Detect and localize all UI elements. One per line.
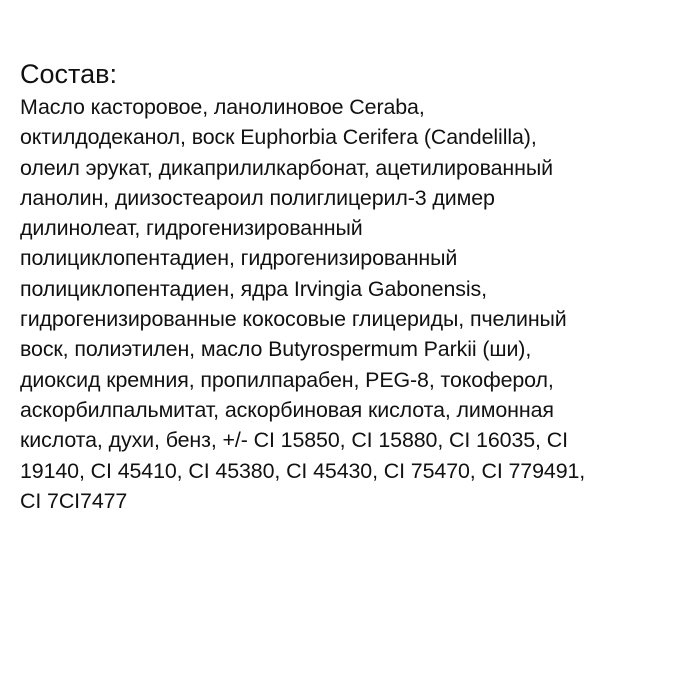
ingredients-line: диоксид кремния, пропилпарабен, PEG-8, токоферол, <box>20 367 554 392</box>
ingredients-line: дилинолеат, гидрогенизированный <box>20 216 363 241</box>
ingredients-line: олеил эрукат, дикаприлилкарбонат, ацетилированный <box>20 155 553 180</box>
ingredients-line: ланолин, диизостеароил полиглицерил-3 димер <box>20 185 495 210</box>
ingredients-document <box>20 58 688 516</box>
ingredients-line: октилдодеканол, воск Euphorbia Cerifera (Candelilla), <box>20 125 537 150</box>
ingredients-line: воск, полиэтилен, масло Butyrospermum Parkii (ши), <box>20 337 532 362</box>
ingredients-line: CI 7CI7477 <box>20 488 128 513</box>
ingredients-line: 19140, CI 45410, CI 45380, CI 45430, CI 75470, CI 779491, <box>20 458 586 483</box>
ingredients-line: Масло касторовое, ланолиновое Ceraba, <box>20 95 425 119</box>
ingredients-heading: Состав: <box>20 59 117 89</box>
ingredients-line: полициклопентадиен, гидрогенизированный <box>20 246 458 271</box>
ingredients-line: аскорбилпальмитат, аскорбиновая кислота, лимонная <box>20 397 554 422</box>
ingredients-line: полициклопентадиен, ядра Irvingia Gabonensis, <box>20 276 487 301</box>
ingredients-line: гидрогенизированные кокосовые глицериды, пчелиный <box>20 307 567 332</box>
ingredients-line: кислота, духи, бенз, +/- CI 15850, CI 15880, CI 16035, CI <box>20 428 568 453</box>
ingredients-text <box>20 92 688 516</box>
